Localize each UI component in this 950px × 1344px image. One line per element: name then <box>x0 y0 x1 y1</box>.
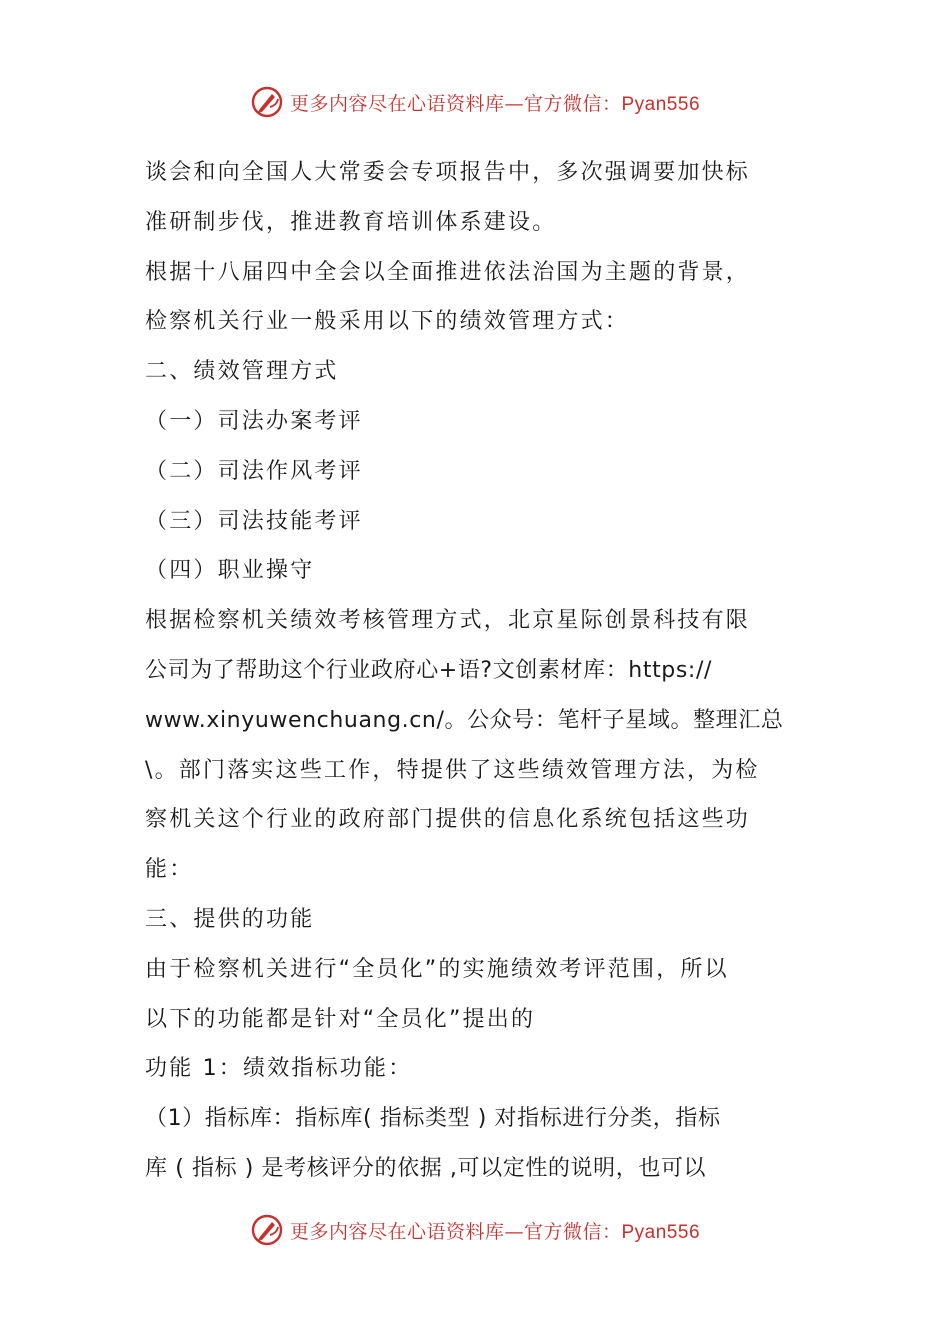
footer-banner <box>0 1208 950 1252</box>
text-line: 公司为了帮助这个行业政府心+语?文创素材库：https:// <box>145 657 712 683</box>
list-item: （三）司法技能考评 <box>145 508 363 534</box>
document-body <box>145 148 807 1194</box>
banner-text: 更多内容尽在心语资料库—官方微信：Pyan556 <box>289 1220 701 1243</box>
list-item: （一）司法办案考评 <box>145 408 363 434</box>
list-item: （四）职业操守 <box>145 558 315 584</box>
wechat-id: Pyan556 <box>621 93 701 115</box>
section-heading: 三、提供的功能 <box>145 906 315 932</box>
section-heading: 二、绩效管理方式 <box>145 359 339 385</box>
text-line: www.xinyuwenchuang.cn/。公众号：笔杆子星域。整理汇总 <box>145 707 784 733</box>
text-line: 库 ( 指标 ) 是考核评分的依据 ,可以定性的说明，也可以 <box>145 1155 707 1181</box>
text-line: \。部门落实这些工作，特提供了这些绩效管理方法，为检 <box>145 757 760 783</box>
pen-logo-icon <box>250 1213 284 1247</box>
text-line: 准研制步伐，推进教育培训体系建设。 <box>145 209 557 235</box>
text-line: 谈会和向全国人大常委会专项报告中，多次强调要加快标 <box>145 160 751 185</box>
wechat-id: Pyan556 <box>621 1221 701 1243</box>
pen-logo-icon <box>250 85 284 119</box>
text-line: 以下的功能都是针对“全员化”提出的 <box>145 1006 536 1032</box>
text-line: 由于检察机关进行“全员化”的实施绩效考评范围，所以 <box>145 956 729 982</box>
banner-text: 更多内容尽在心语资料库—官方微信：Pyan556 <box>289 92 701 115</box>
text-line: 察机关这个行业的政府部门提供的信息化系统包括这些功 <box>145 807 751 833</box>
text-line: 根据检察机关绩效考核管理方式，北京星际创景科技有限 <box>145 608 751 634</box>
text-line: 功能 1：绩效指标功能： <box>145 1056 413 1082</box>
header-banner <box>0 80 950 124</box>
text-line: 能： <box>145 857 194 883</box>
text-line: 根据十八届四中全会以全面推进依法治国为主题的背景， <box>145 259 751 285</box>
text-line: （1）指标库：指标库( 指标类型 ) 对指标进行分类，指标 <box>145 1106 721 1132</box>
text-line: 检察机关行业一般采用以下的绩效管理方式： <box>145 309 630 335</box>
list-item: （二）司法作风考评 <box>145 458 363 484</box>
